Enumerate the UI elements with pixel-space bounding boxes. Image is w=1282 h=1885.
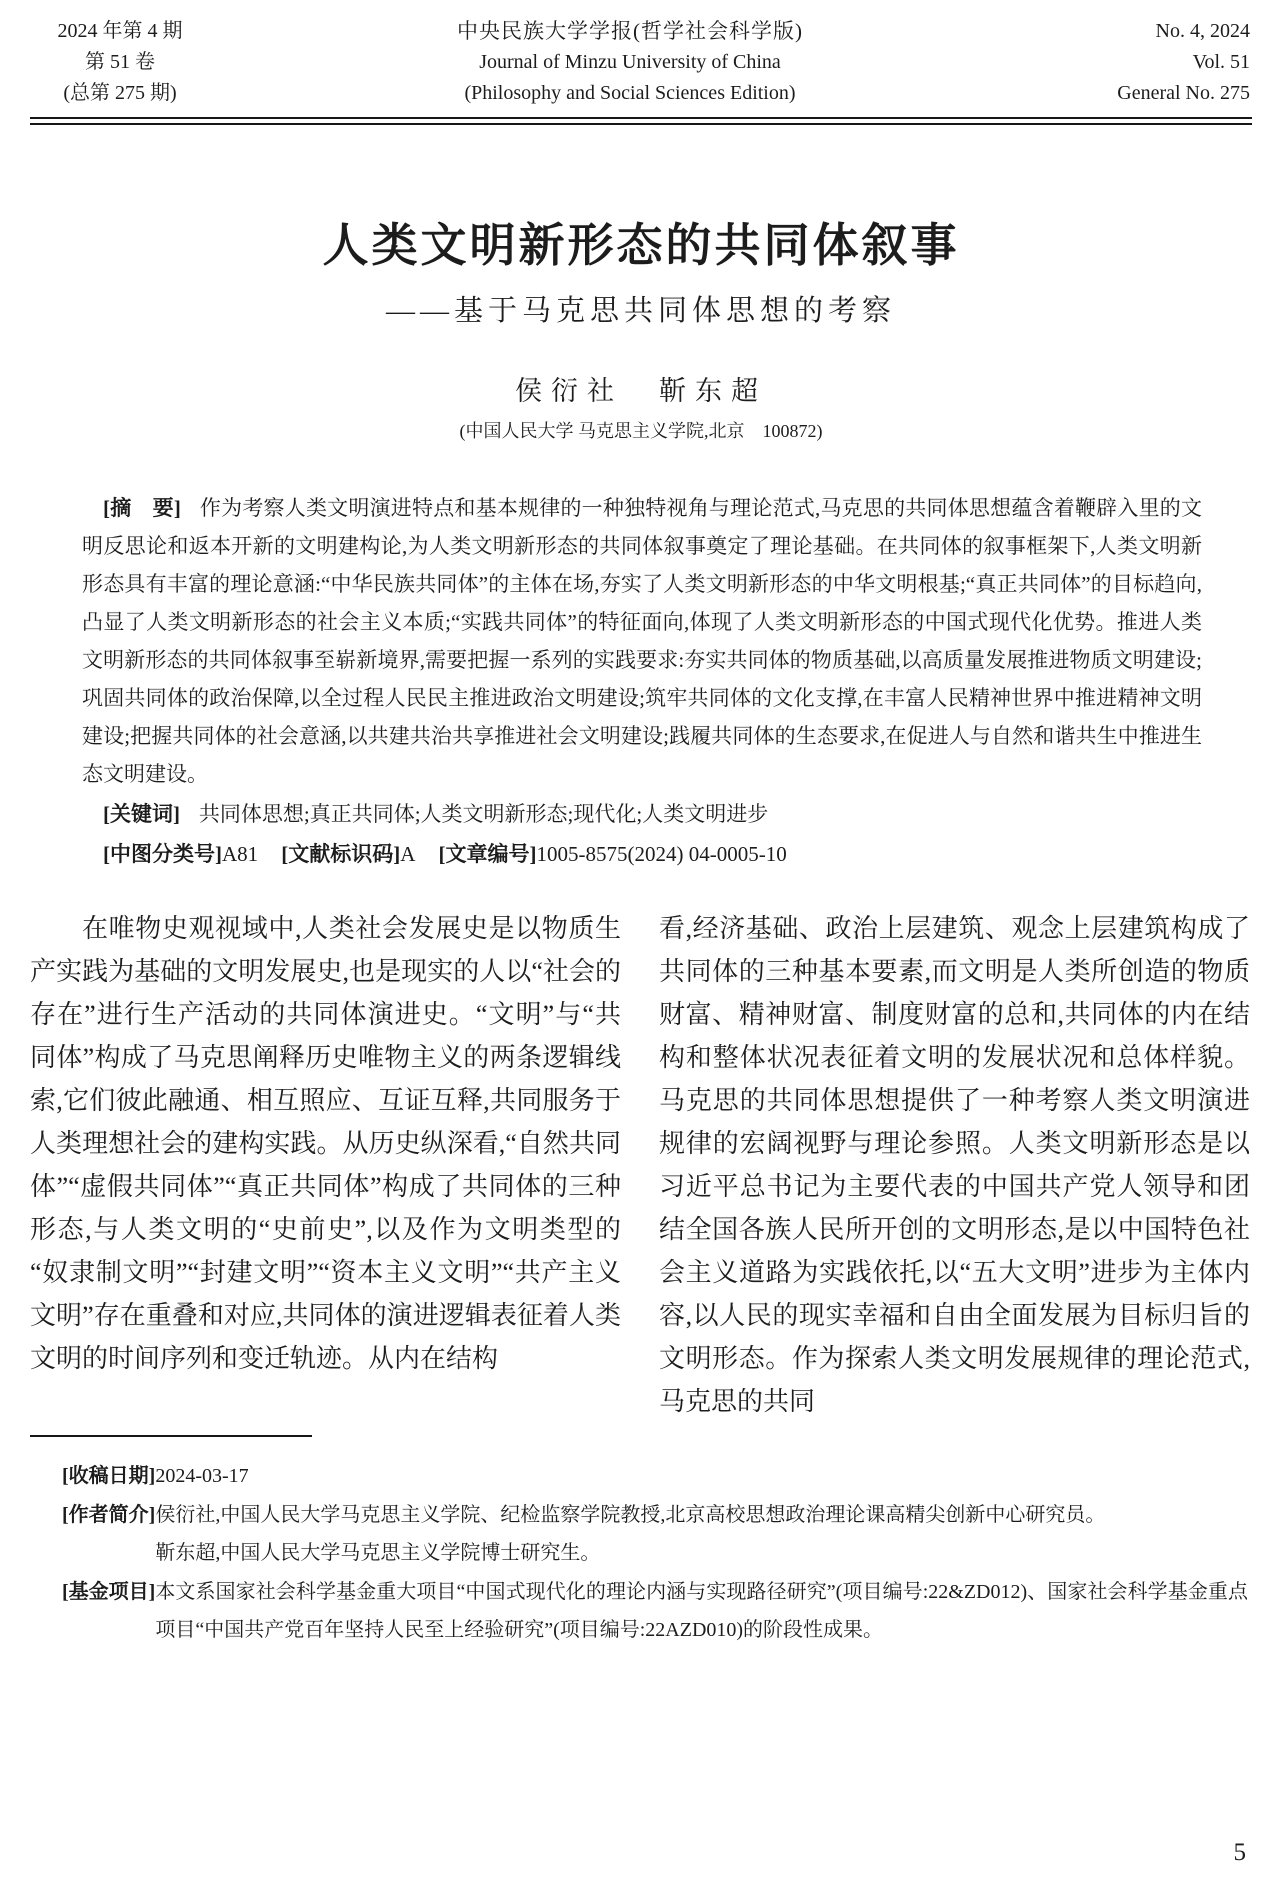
masthead-divider — [30, 117, 1252, 125]
received-date-row — [62, 1457, 1248, 1496]
clc-value: A81 — [222, 842, 259, 866]
author-bio-line-1: 侯衍社,中国人民大学马克思主义学院、纪检监察学院教授,北京高校思想政治理论课高精尖创新中心研究员。 — [155, 1503, 1106, 1526]
authors: 侯衍社 靳东超 — [515, 376, 767, 406]
volume-en: Vol. 51 — [1192, 51, 1250, 73]
abstract-label: [摘 要] — [103, 496, 181, 520]
keywords-line — [82, 795, 1202, 833]
footnotes — [62, 1457, 1248, 1650]
left-column — [30, 907, 621, 1423]
received-date-value: 2024-03-17 — [155, 1465, 249, 1487]
clc-label: [中图分类号] — [103, 842, 222, 866]
right-column — [659, 907, 1250, 1423]
fund-project-row — [62, 1573, 1248, 1650]
right-column-text: 看,经济基础、政治上层建筑、观念上层建筑构成了共同体的三种基本要素,而文明是人类所创造的物质财富、精神财富、制度财富的总和,共同体的内在结构和整体状况表征着文明的发展状况和总体样貌。马克思的共同体思想提供了一种考察人类文明演进规律的宏阔视野与理论参照。人类文明新形态是以习近平总书记为主要代表的中国共产党人领导和团结全国各族人民所开创的文明形态,是以中国特色社会主义道路为实践依托,以“五大文明”进步为主体内容,以人民的现实幸福和自由全面发展为目标归旨的文明形态。作为探索人类文明发展规律的理论范式,马克思的共同 — [659, 914, 1250, 1416]
article-title: 人类文明新形态的共同体叙事 — [322, 220, 960, 271]
general-number-en: General No. 275 — [1117, 82, 1250, 104]
article-subtitle: ——基于马克思共同体思想的考察 — [385, 295, 896, 327]
fund-project-text: 本文系国家社会科学基金重大项目“中国式现代化的理论内涵与实现路径研究”(项目编号:22&ZD012)、国家社会科学基金重点项目“中国共产党百年坚持人民至上经验研究”(项目编号:22AZD010)的阶段性成果。 — [155, 1580, 1248, 1641]
doc-code-label: [文献标识码] — [281, 842, 401, 866]
abstract-section — [82, 489, 1202, 873]
article-id-value: 1005-8575(2024) 04-0005-10 — [536, 842, 787, 866]
journal-edition-en: (Philosophy and Social Sciences Edition) — [464, 82, 796, 104]
issue-info-en — [1050, 16, 1250, 109]
article-id-label: [文章编号] — [438, 842, 537, 866]
journal-title-block — [210, 16, 1050, 109]
received-date-label: [收稿日期] — [62, 1465, 156, 1487]
abstract-text: 作为考察人类文明演进特点和基本规律的一种独特视角与理论范式,马克思的共同体思想蕴含着鞭辟入里的文明反思论和返本开新的文明建构论,为人类文明新形态的共同体叙事奠定了理论基础。在共同体的叙事框架下,人类文明新形态具有丰富的理论意涵:“中华民族共同体”的主体在场,夯实了人类文明新形态的中华文明根基;“真正共同体”的目标趋向,凸显了人类文明新形态的社会主义本质;“实践共同体”的特征面向,体现了人类文明新形态的中国式现代化优势。推进人类文明新形态的共同体叙事至崭新境界,需要把握一系列的实践要求:夯实共同体的物质基础,以高质量发展推进物质文明建设;巩固共同体的政治保障,以全过程人民民主推进政治文明建设;筑牢共同体的文化支撑,在丰富人民精神世界中推进精神文明建设;把握共同体的社会意涵,以共建共治共享推进社会文明建设;践履共同体的生态要求,在促进人与自然和谐共生中推进生态文明建设。 — [82, 496, 1202, 786]
masthead — [0, 0, 1282, 109]
volume-cn: 第 51 卷 — [85, 51, 155, 73]
journal-title-en: Journal of Minzu University of China — [479, 51, 781, 73]
general-number-cn: (总第 275 期) — [63, 82, 177, 104]
journal-title-cn: 中央民族大学学报(哲学社会科学版) — [457, 19, 803, 43]
author-bio-line-2: 靳东超,中国人民大学马克思主义学院博士研究生。 — [155, 1542, 601, 1564]
abstract-paragraph — [82, 489, 1202, 793]
author-bio-label: [作者简介] — [62, 1503, 156, 1526]
keywords-label: [关键词] — [103, 802, 180, 826]
left-column-text: 在唯物史观视域中,人类社会发展史是以物质生产实践为基础的文明发展史,也是现实的人以“社会的存在”进行生产活动的共同体演进史。“文明”与“共同体”构成了马克思阐释历史唯物主义的两条逻辑线索,它们彼此融通、相互照应、互证互释,共同服务于人类理想社会的建构实践。从历史纵深看,“自然共同体”“虚假共同体”“真正共同体”构成了共同体的三种形态,与人类文明的“史前史”,以及作为文明类型的“奴隶制文明”“封建文明”“资本主义文明”“共产主义文明”存在重叠和对应,共同体的演进逻辑表征着人类文明的时间序列和变迁轨迹。从内在结构 — [30, 914, 621, 1373]
doc-code-value: A — [400, 842, 416, 866]
keywords-text: 共同体思想;真正共同体;人类文明新形态;现代化;人类文明进步 — [198, 802, 769, 826]
issue-info-cn — [30, 16, 210, 109]
classification-line — [82, 835, 1202, 873]
page-number: 5 — [1233, 1839, 1246, 1866]
footnote-separator — [30, 1435, 312, 1437]
issue-number-cn: 2024 年第 4 期 — [57, 20, 183, 42]
affiliation: (中国人民大学 马克思主义学院,北京 100872) — [459, 421, 823, 441]
author-bio-row — [62, 1496, 1248, 1573]
issue-number-en: No. 4, 2024 — [1155, 20, 1250, 42]
article-body — [30, 907, 1250, 1423]
fund-project-label: [基金项目] — [62, 1580, 156, 1603]
